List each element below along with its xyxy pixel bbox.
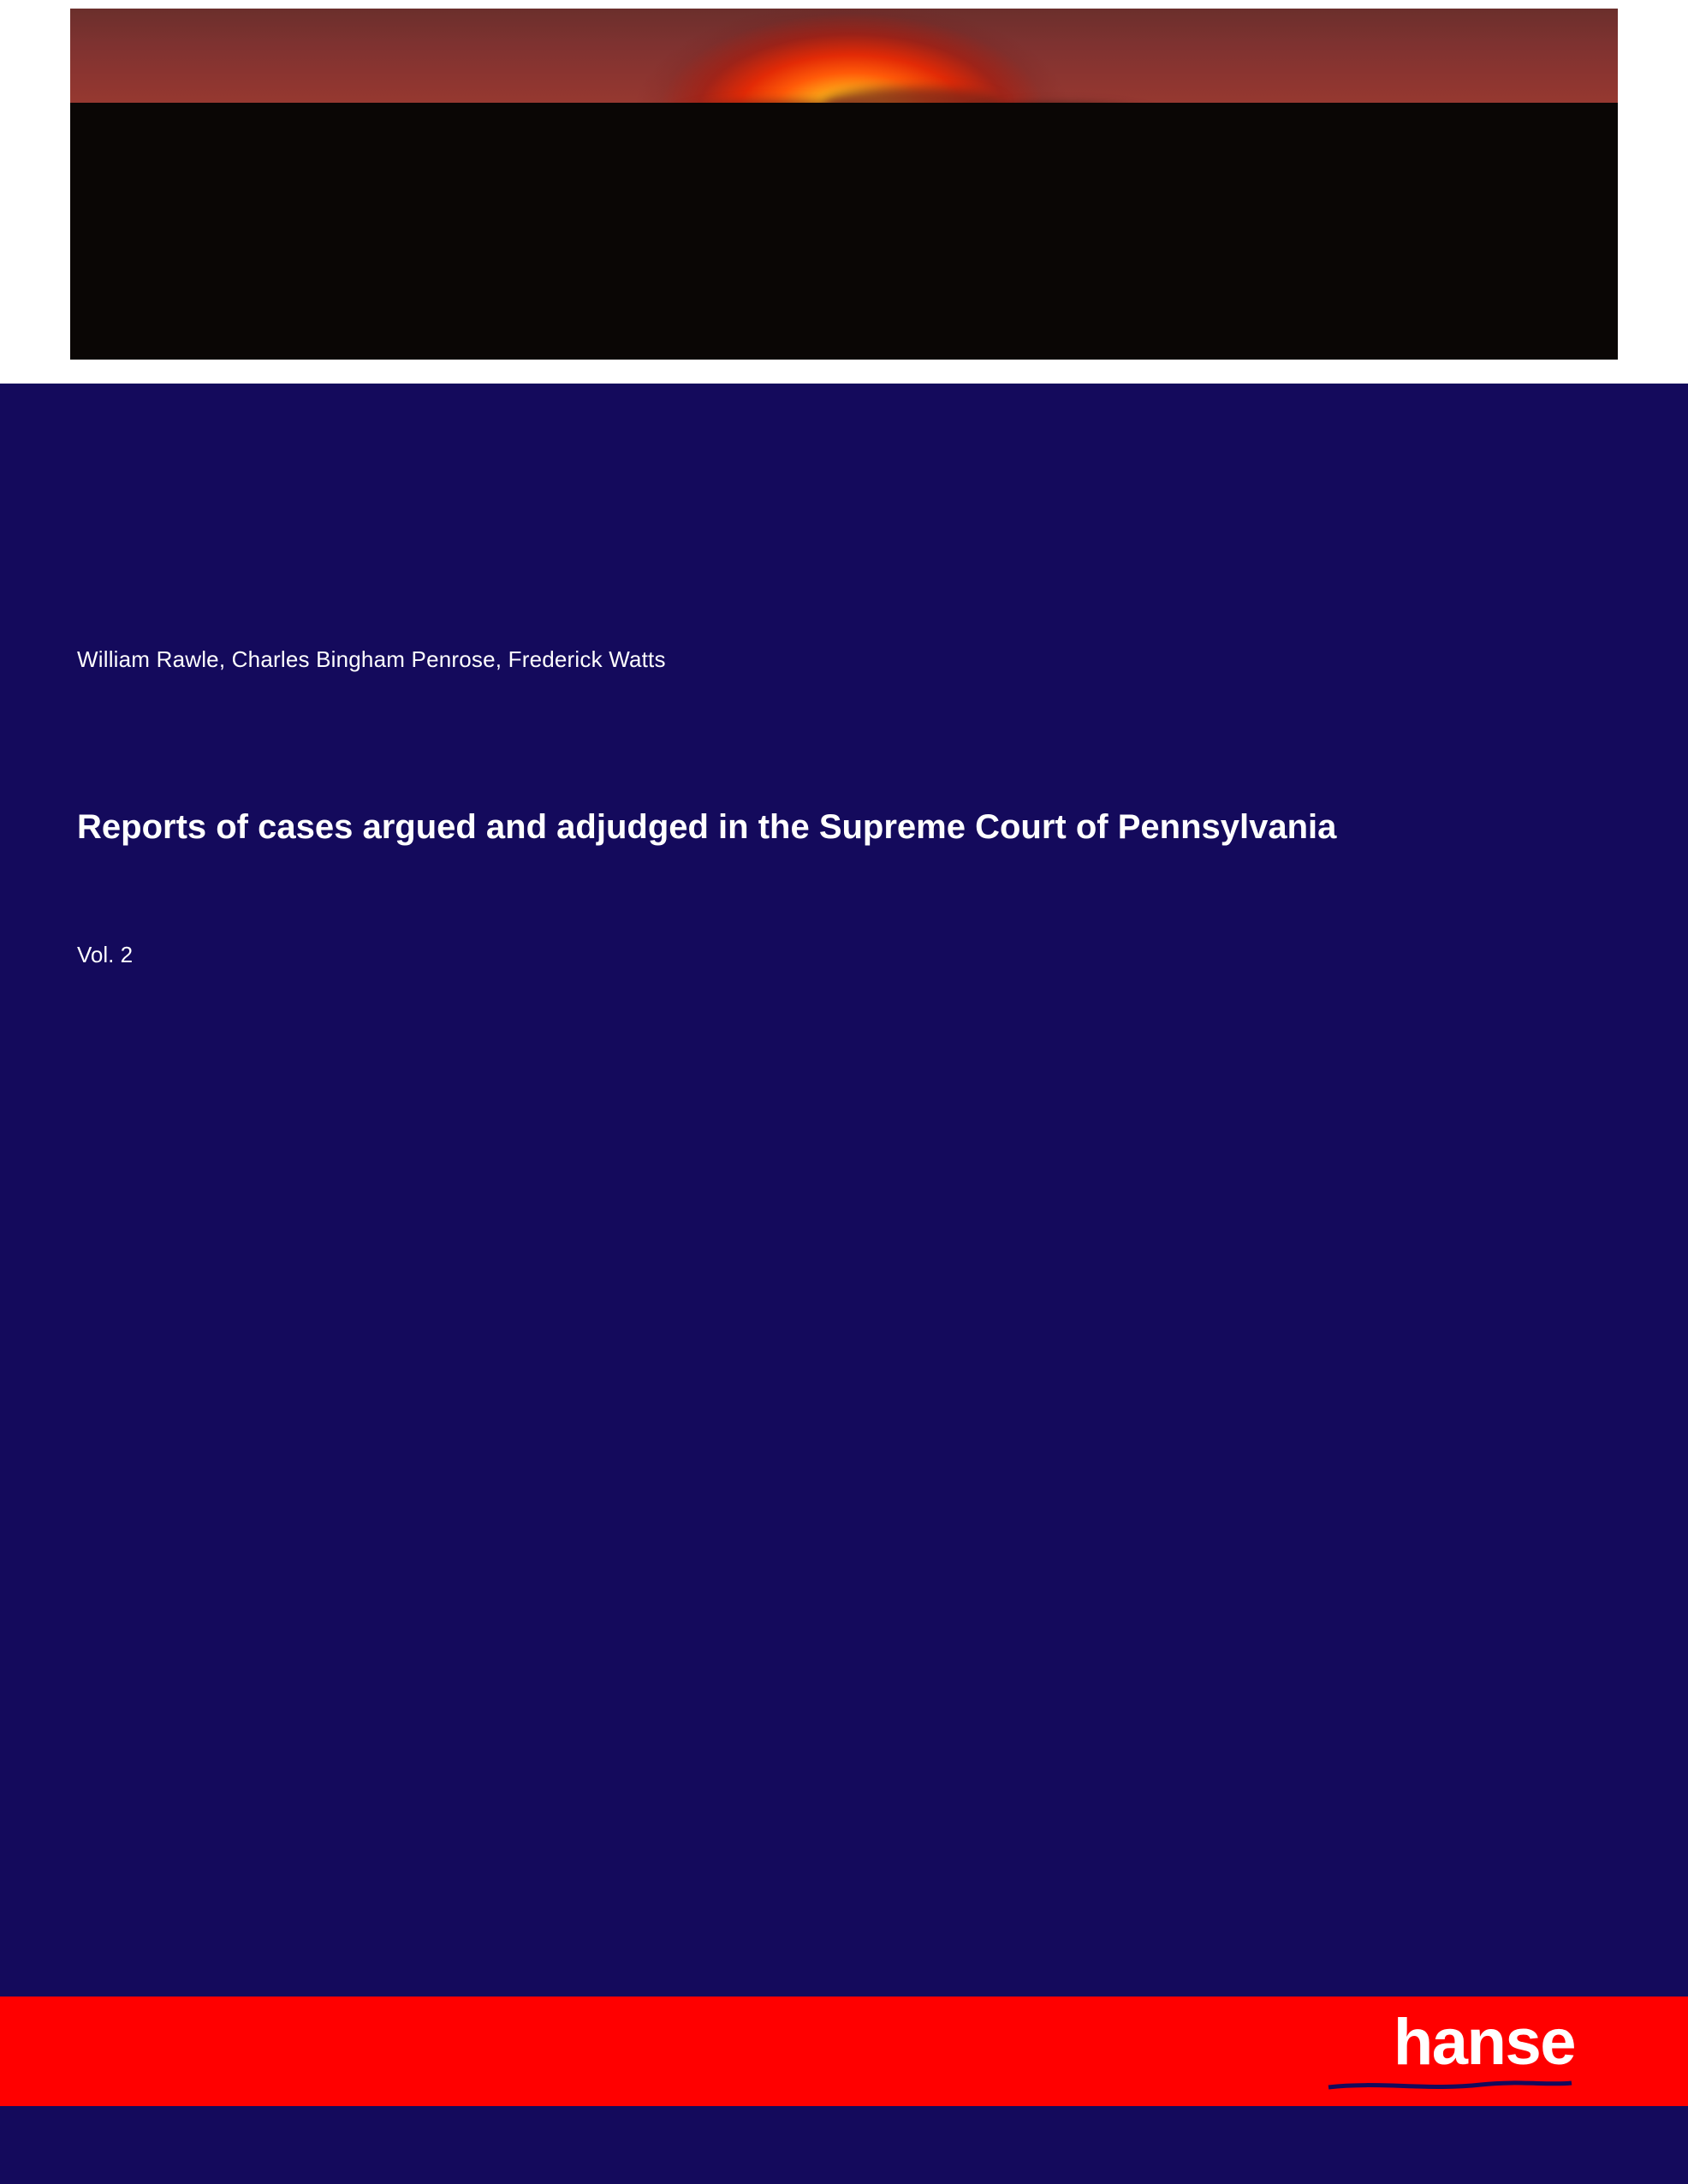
bottom-navy-strip xyxy=(0,2106,1688,2184)
hanse-logo xyxy=(1318,2006,1575,2092)
cover-photograph xyxy=(70,9,1618,360)
cover-body xyxy=(0,384,1688,1997)
treeline-silhouette xyxy=(70,103,1618,360)
authors-line: William Rawle, Charles Bingham Penrose, Frederick Watts xyxy=(77,646,666,672)
hanse-logo-text: hanse xyxy=(1393,2006,1575,2079)
photo-bottom-margin xyxy=(0,360,1688,384)
sunset-sky xyxy=(70,9,1618,360)
hanse-logo-underline-icon xyxy=(1327,2080,1573,2091)
right-white-margin xyxy=(1618,0,1688,384)
top-white-margin xyxy=(0,0,1688,9)
volume-label: Vol. 2 xyxy=(77,942,134,967)
book-title: Reports of cases argued and adjudged in the Supreme Court of Pennsylvania xyxy=(77,808,1337,846)
left-white-margin xyxy=(0,0,70,384)
